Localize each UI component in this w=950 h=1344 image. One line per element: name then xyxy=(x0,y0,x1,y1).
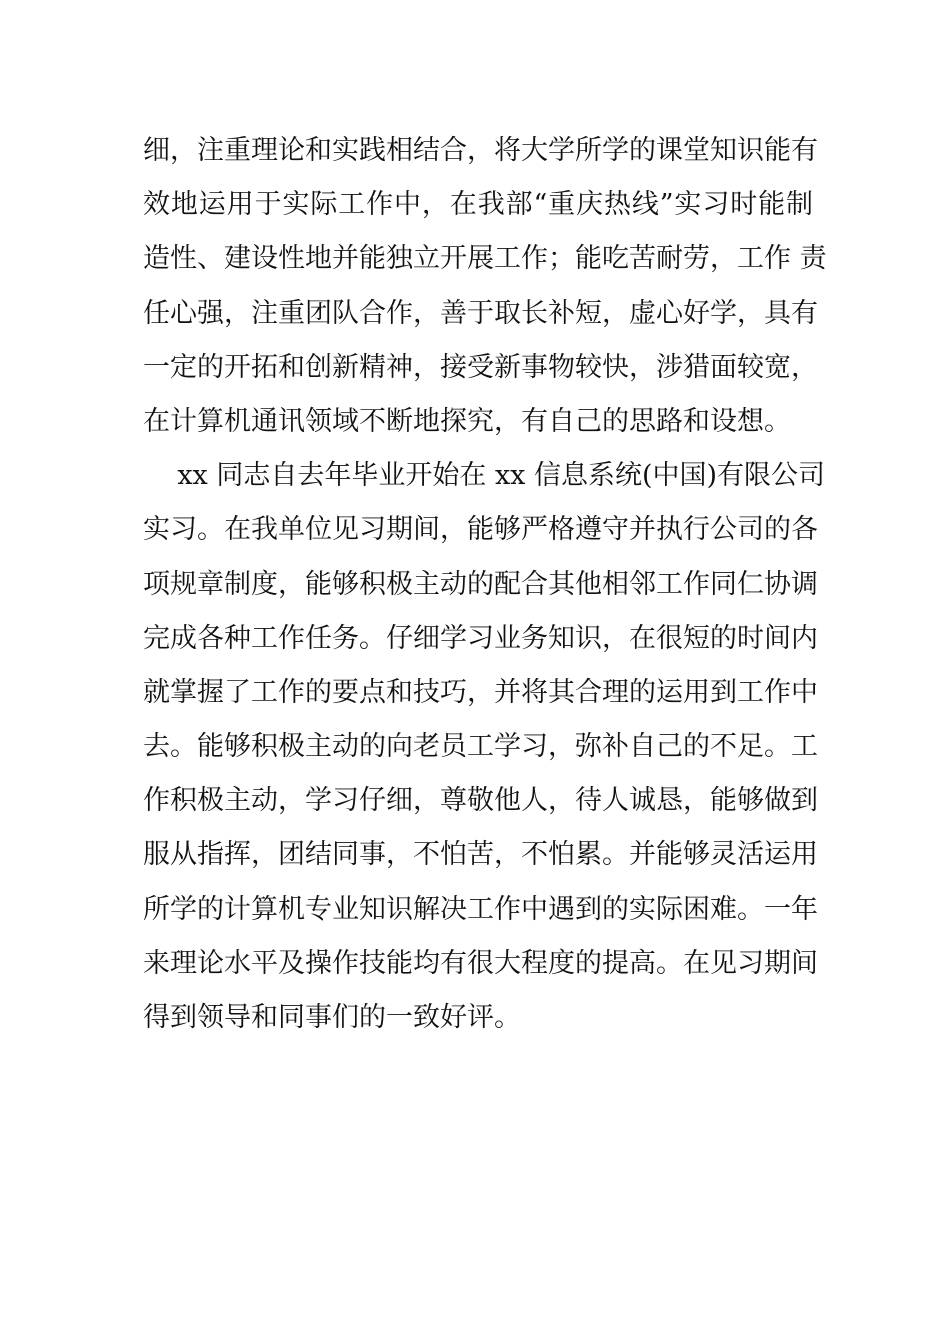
text-line: 来理论水平及操作技能均有很大程度的提高。在见习期间 xyxy=(143,947,818,979)
text-line: 细，注重理论和实践相结合，将大学所学的课堂知识能有 xyxy=(143,135,818,166)
paragraph-2 xyxy=(143,449,826,1045)
text-line: 作积极主动，学习仔细，尊敬他人，待人诚恳，能够做到 xyxy=(143,785,818,817)
text-line: 在计算机通讯领域不断地探究，有自己的思路和设想。 xyxy=(143,405,791,437)
text-line: xx 同志自去年毕业开始在 xx 信息系统(中国)有限公司 xyxy=(143,460,826,492)
text-line: 实习。在我单位见习期间，能够严格遵守并执行公司的各 xyxy=(143,514,818,546)
document-body xyxy=(143,124,827,1045)
text-line: 效地运用于实际工作中，在我部“重庆热线”实习时能制 xyxy=(143,189,813,221)
text-line: 完成各种工作任务。仔细学习业务知识，在很短的时间内 xyxy=(143,622,818,654)
paragraph-1 xyxy=(143,124,827,449)
text-line: 就掌握了工作的要点和技巧，并将其合理的运用到工作中 xyxy=(143,676,818,708)
text-line: 任心强，注重团队合作，善于取长补短，虚心好学，具有 xyxy=(143,297,818,329)
text-line: 一定的开拓和创新精神，接受新事物较快，涉猎面较宽， xyxy=(143,351,818,383)
text-line: 造性、建设性地并能独立开展工作；能吃苦耐劳，工作 责 xyxy=(143,243,827,275)
text-line: 去。能够积极主动的向老员工学习，弥补自己的不足。工 xyxy=(143,731,818,763)
text-line: 得到领导和同事们的一致好评。 xyxy=(143,1002,521,1033)
text-line: 服从指挥，团结同事，不怕苦，不怕累。并能够灵活运用 xyxy=(143,839,818,871)
text-line: 所学的计算机专业知识解决工作中遇到的实际困难。一年 xyxy=(143,893,818,925)
text-line: 项规章制度，能够积极主动的配合其他相邻工作同仁协调 xyxy=(143,568,818,600)
